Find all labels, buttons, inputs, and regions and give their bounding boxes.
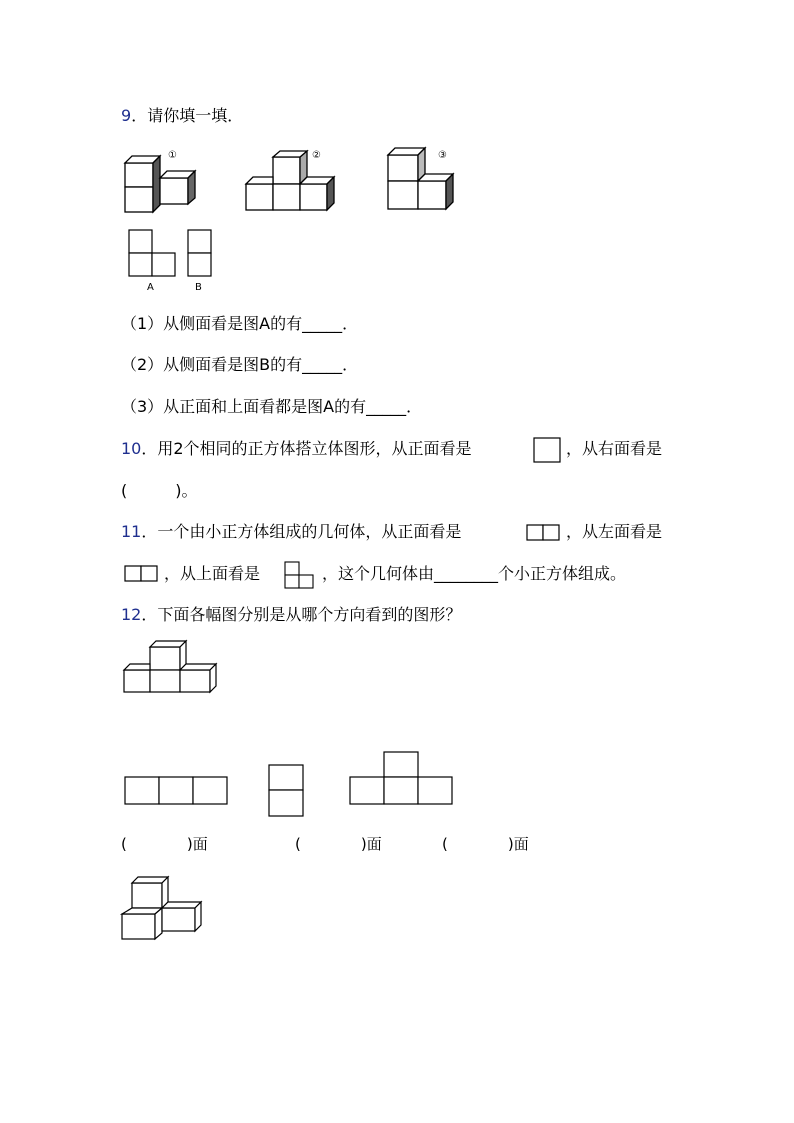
q11-front-view-figure: [526, 524, 560, 542]
q11-text-a: ．一个由小正方体组成的几何体，从正面看是: [141, 522, 462, 541]
q11-text-d: ，这个几何体由________个小正方体组成。: [322, 564, 627, 583]
q12-answer-3: ( )面: [442, 835, 529, 853]
q9-sub-question-1: （1）从侧面看是图A的有_____．: [121, 314, 359, 333]
q9-shape-1-figure: [120, 150, 210, 216]
q9-number: 9: [121, 106, 132, 125]
q9-sub-question-2: （2）从侧面看是图B的有_____．: [121, 355, 359, 374]
q10-text-after: ，从右面看是: [566, 439, 663, 458]
q10-line-1: [121, 439, 472, 459]
q11-text-c: ，从上面看是: [164, 564, 261, 583]
q10-text-before: ．用2个相同的正方体搭立体图形，从正面看是: [141, 439, 472, 458]
q12-solid-figure-2: [119, 870, 207, 944]
q12-number: 12: [121, 605, 142, 624]
q11-left-view-figure: [124, 565, 158, 583]
q11-line-1: [121, 522, 461, 542]
q10-number: 10: [121, 439, 142, 458]
q9-shape-1-label: ①: [168, 150, 177, 161]
q9-sub-question-3: （3）从正面和上面看都是图A的有_____．: [121, 397, 423, 416]
q12-answer-1: ( )面: [121, 835, 208, 853]
q12-solid-figure-1: [121, 638, 221, 694]
q12-view-2-figure: [268, 764, 304, 817]
q11-number: 11: [121, 522, 142, 541]
q10-line-2: ( )。: [121, 481, 198, 500]
q12-view-3-figure: [349, 751, 454, 805]
q12-view-1-figure: [124, 776, 229, 805]
q9-view-b-label: B: [195, 282, 202, 293]
q12-answer-2: ( )面: [295, 835, 382, 853]
q9-view-b-figure: [187, 229, 212, 277]
q12-heading: [121, 605, 461, 625]
q9-shape-3-figure: [384, 146, 464, 212]
q9-shape-2-label: ②: [312, 150, 321, 161]
q10-front-view-square: [533, 437, 561, 463]
q9-view-a-figure: [128, 229, 176, 277]
q11-top-view-figure: [284, 561, 316, 589]
q9-shape-2-figure: [243, 150, 343, 212]
q9-title: ．请你填一填．: [131, 106, 244, 125]
q9-heading: [121, 106, 243, 126]
q9-view-a-label: A: [147, 282, 154, 293]
q9-shape-3-label: ③: [438, 150, 447, 161]
q12-title: ．下面各幅图分别是从哪个方向看到的图形？: [141, 605, 462, 624]
q11-text-b: ，从左面看是: [566, 522, 663, 541]
